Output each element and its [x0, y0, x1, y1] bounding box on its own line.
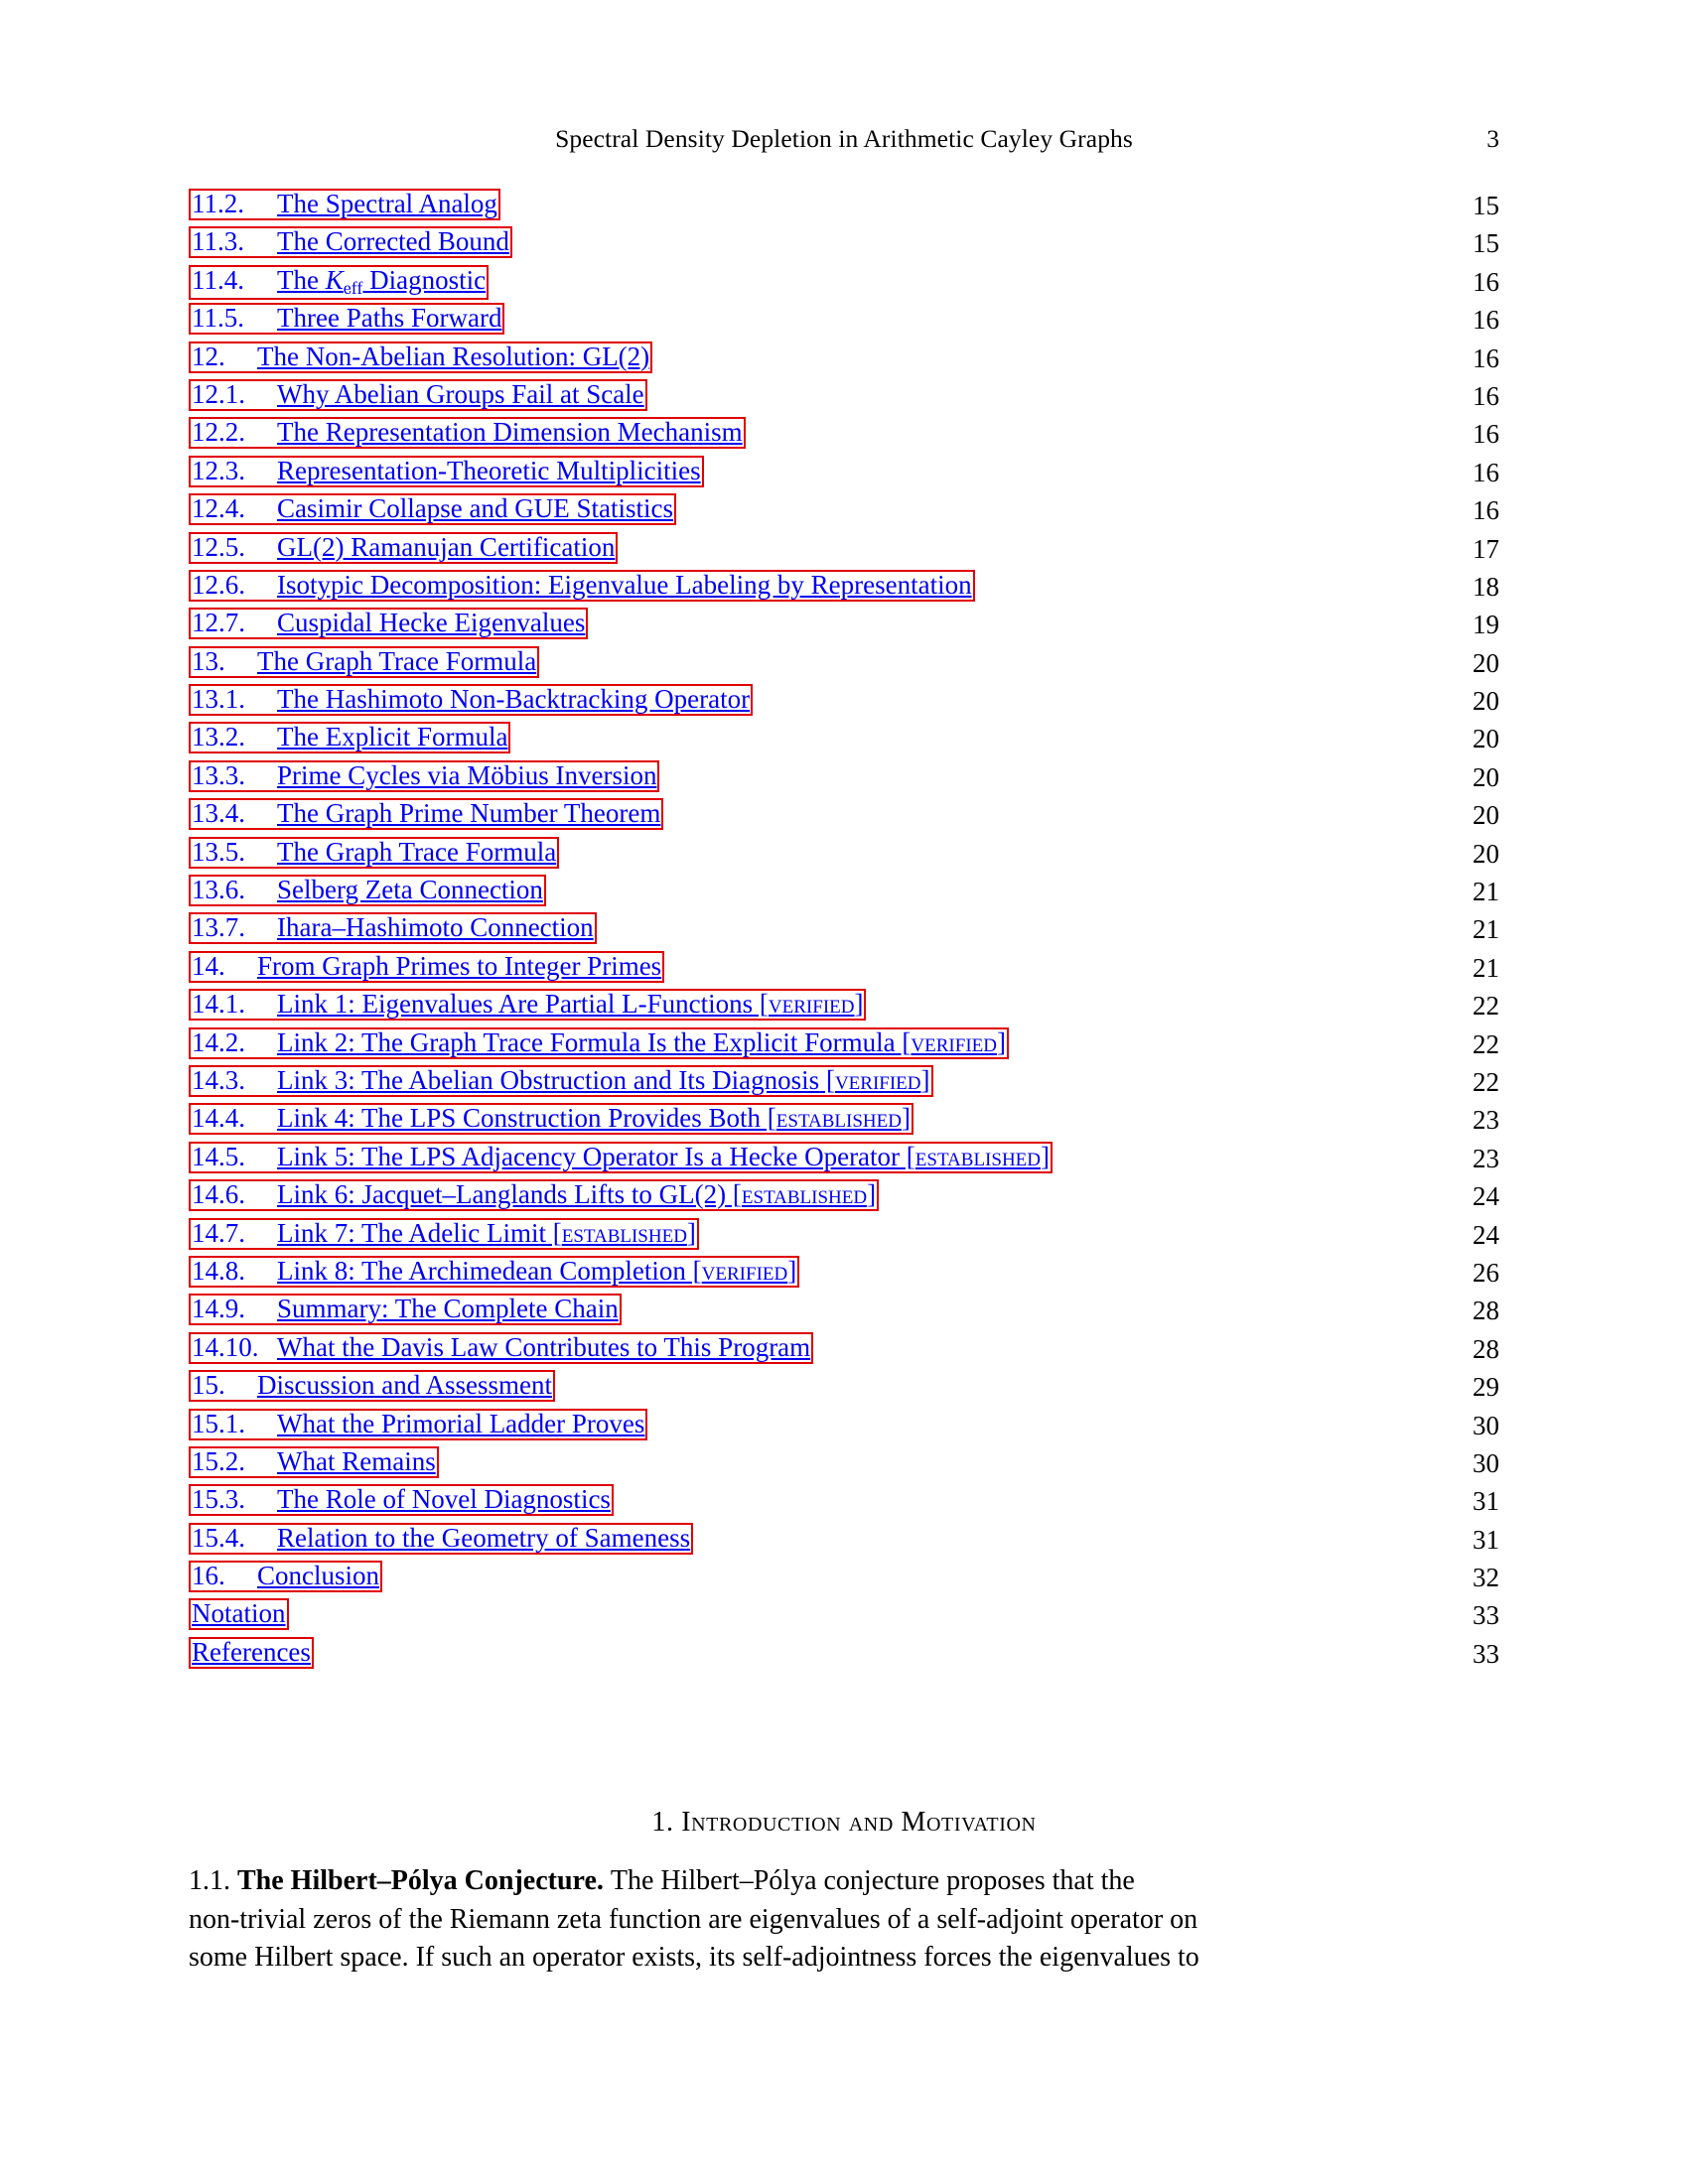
toc-entry-title: Casimir Collapse and GUE Statistics [277, 493, 673, 524]
toc-entry-title: What the Davis Law Contributes to This Program [277, 1331, 811, 1362]
toc-row [189, 1370, 1499, 1408]
toc-row [189, 1409, 1499, 1446]
toc-entry-page-number: 28 [1473, 1296, 1499, 1326]
toc-row [189, 798, 1499, 836]
toc-entry-title: The Graph Trace Formula [257, 645, 537, 676]
toc-row [189, 1332, 1499, 1370]
toc-entry-title: Link 1: Eigenvalues Are Partial L-Functions [277, 989, 754, 1020]
toc-entry-title: Cuspidal Hecke Eigenvalues [277, 608, 586, 638]
toc-entry-link[interactable] [189, 989, 866, 1021]
toc-entry-number: 12.3. [192, 455, 245, 485]
toc-entry-link[interactable] [189, 1332, 813, 1364]
toc-entry-number: 14.9. [192, 1294, 245, 1324]
toc-entry-number: 11.5. [192, 303, 244, 334]
toc-entry-number: 12. [192, 341, 225, 371]
toc-entry-title: Link 5: The LPS Adjacency Operator Is a Hecke Operator [277, 1141, 901, 1171]
toc-entry-link[interactable] [189, 570, 975, 602]
paragraph-line-1 [189, 1862, 1501, 1901]
toc-entry-title: Conclusion [257, 1561, 380, 1591]
toc-entry-number: 13.7. [192, 912, 245, 943]
body-paragraph [189, 1862, 1501, 1978]
toc-entry-page-number: 15 [1473, 228, 1499, 259]
toc-entry-link[interactable] [189, 1103, 914, 1135]
running-header [189, 124, 1499, 164]
toc-entry-number: 14.8. [192, 1255, 245, 1286]
toc-entry-title: Link 3: The Abelian Obstruction and Its Diagnosis [277, 1064, 820, 1095]
toc-entry-link[interactable] [189, 1598, 289, 1630]
toc-entry-link[interactable] [189, 493, 676, 525]
toc-row [189, 189, 1499, 226]
toc-entry-number: 14.5. [192, 1141, 245, 1171]
toc-row [189, 1256, 1499, 1294]
toc-entry-number: 13.4. [192, 798, 245, 829]
toc-entry-link[interactable] [189, 646, 539, 678]
toc-entry-title: Link 6: Jacquet–Langlands Lifts to GL(2) [277, 1179, 727, 1210]
toc-row [189, 379, 1499, 417]
toc-entry-page-number: 31 [1473, 1524, 1499, 1555]
toc-entry-page-number: 16 [1473, 457, 1499, 487]
toc-entry-page-number: 24 [1473, 1219, 1499, 1250]
toc-entry-page-number: 23 [1473, 1105, 1499, 1136]
toc-entry-number: 12.4. [192, 493, 245, 524]
toc-entry-page-number: 16 [1473, 419, 1499, 450]
toc-entry-page-number: 21 [1473, 914, 1499, 945]
toc-row [189, 722, 1499, 759]
toc-row [189, 646, 1499, 684]
toc-row [189, 837, 1499, 875]
toc-entry-page-number: 21 [1473, 877, 1499, 907]
toc-entry-link[interactable] [189, 1409, 647, 1440]
toc-entry-title: The Explicit Formula [277, 722, 508, 752]
toc-row [189, 226, 1499, 264]
toc-entry-number: 12.5. [192, 531, 245, 562]
paragraph-line-1-content [189, 1862, 1135, 1901]
toc-entry-link[interactable] [189, 189, 500, 220]
toc-entry-link[interactable] [189, 760, 659, 792]
toc-entry-title: Selberg Zeta Connection [277, 875, 543, 905]
toc-entry-link[interactable] [189, 379, 647, 411]
toc-entry-title: The Graph Prime Number Theorem [277, 798, 661, 829]
toc-entry-link[interactable] [189, 1294, 622, 1325]
toc-entry-link[interactable] [189, 1370, 555, 1402]
page-number: 3 [1486, 124, 1499, 153]
toc-row [189, 1103, 1499, 1141]
toc-entry-page-number: 17 [1473, 533, 1499, 564]
toc-row [189, 1446, 1499, 1484]
toc-entry-title: References [192, 1636, 311, 1667]
toc-entry-page-number: 33 [1473, 1600, 1499, 1631]
toc-row [189, 265, 1499, 303]
toc-row [189, 341, 1499, 379]
toc-entry-title: Prime Cycles via Möbius Inversion [277, 759, 657, 790]
toc-row [189, 456, 1499, 493]
toc-entry-number: 12.6. [192, 569, 245, 600]
toc-entry-link[interactable] [189, 265, 489, 300]
toc-row [189, 1294, 1499, 1331]
toc-entry-title: Representation-Theoretic Multiplicities [277, 455, 701, 485]
toc-row [189, 1523, 1499, 1561]
toc-entry-page-number: 29 [1473, 1372, 1499, 1403]
toc-entry-page-number: 20 [1473, 686, 1499, 717]
status-badge-label: verified [834, 1064, 921, 1095]
toc-entry-number: 13.3. [192, 759, 245, 790]
toc-entry-number: 14.6. [192, 1179, 245, 1210]
toc-entry-number: 14.4. [192, 1103, 245, 1134]
toc-row [189, 417, 1499, 455]
status-badge: [verified] [753, 989, 864, 1020]
toc-entry-number: 15.2. [192, 1445, 245, 1476]
status-badge: [established] [900, 1141, 1050, 1171]
toc-entry-page-number: 33 [1473, 1638, 1499, 1669]
toc-entry-link[interactable] [189, 1218, 699, 1250]
toc-entry-link[interactable] [189, 1256, 799, 1288]
toc-entry-title: The Corrected Bound [277, 226, 509, 257]
toc-row [189, 1637, 1499, 1675]
toc-entry-number: 12.7. [192, 608, 245, 638]
toc-entry-title: Isotypic Decomposition: Eigenvalue Labeling by Representation [277, 569, 972, 600]
toc-entry-number: 15. [192, 1370, 225, 1401]
paragraph-line-2 [189, 1901, 1501, 1940]
toc-entry-page-number: 32 [1473, 1563, 1499, 1593]
toc-entry-title: The Keff Diagnostic [277, 264, 487, 298]
toc-entry-title: The Role of Novel Diagnostics [277, 1484, 611, 1515]
toc-entry-number: 13.1. [192, 684, 245, 715]
toc-entry-title: The Representation Dimension Mechanism [277, 417, 743, 448]
toc-entry-number: 14.10. [192, 1331, 259, 1362]
toc-entry-page-number: 16 [1473, 305, 1499, 336]
paragraph-text-3: some Hilbert space. If such an operator exists, its self-adjointness forces the eigenvalues to [189, 1942, 1199, 1973]
toc-row [189, 951, 1499, 989]
status-badge-label: established [561, 1217, 687, 1248]
toc-entry-title: Why Abelian Groups Fail at Scale [277, 378, 644, 409]
toc-row [189, 493, 1499, 531]
toc-row [189, 1561, 1499, 1598]
toc-entry-link[interactable] [189, 875, 546, 906]
toc-row [189, 875, 1499, 912]
toc-entry-title: Summary: The Complete Chain [277, 1294, 619, 1324]
toc-row [189, 912, 1499, 950]
toc-entry-number: 14.7. [192, 1217, 245, 1248]
toc-entry-title: What Remains [277, 1445, 436, 1476]
running-header-title: Spectral Density Depletion in Arithmetic Cayley Graphs [555, 124, 1133, 153]
toc-entry-number: 13.2. [192, 722, 245, 752]
status-badge-label: verified [768, 989, 855, 1020]
toc-entry-page-number: 16 [1473, 266, 1499, 297]
paragraph-text-2: non-trivial zeros of the Riemann zeta function are eigenvalues of a self-adjoint operator on [189, 1903, 1198, 1935]
toc-entry-page-number: 16 [1473, 380, 1499, 411]
toc-entry-page-number: 20 [1473, 761, 1499, 792]
toc-entry-title: The Graph Trace Formula [277, 836, 557, 867]
toc-entry-page-number: 18 [1473, 571, 1499, 602]
toc-entry-page-number: 20 [1473, 800, 1499, 831]
status-badge: [verified] [819, 1064, 930, 1095]
k-symbol: Keff [325, 264, 363, 298]
toc-entry-number: 11.2. [192, 189, 244, 218]
toc-entry-title: Discussion and Assessment [257, 1370, 552, 1401]
toc-entry-link[interactable] [189, 1142, 1053, 1173]
toc-entry-link[interactable] [189, 722, 510, 753]
toc-entry-link[interactable] [189, 798, 663, 830]
toc-entry-title: Notation [192, 1598, 286, 1629]
toc-entry-page-number: 23 [1473, 1143, 1499, 1173]
toc-entry-number: 11.3. [192, 226, 244, 257]
toc-entry-page-number: 20 [1473, 838, 1499, 869]
table-of-contents [189, 189, 1499, 1675]
toc-entry-number: 13. [192, 645, 225, 676]
toc-entry-page-number: 15 [1473, 191, 1499, 220]
status-badge: [verified] [685, 1255, 797, 1286]
toc-row [189, 608, 1499, 645]
toc-row [189, 1598, 1499, 1636]
toc-entry-page-number: 20 [1473, 647, 1499, 678]
status-badge: [established] [545, 1217, 696, 1248]
toc-row [189, 532, 1499, 570]
toc-entry-link[interactable] [189, 341, 652, 373]
toc-entry-link[interactable] [189, 912, 597, 944]
toc-entry-number: 14. [192, 950, 225, 981]
toc-entry-title: The Spectral Analog [277, 189, 497, 218]
toc-entry-title: Link 7: The Adelic Limit [277, 1217, 546, 1248]
toc-entry-page-number: 22 [1473, 991, 1499, 1022]
toc-entry-number: 13.6. [192, 875, 245, 905]
toc-row [189, 684, 1499, 722]
toc-entry-title: Ihara–Hashimoto Connection [277, 912, 594, 943]
toc-row [189, 1065, 1499, 1103]
toc-entry-link[interactable] [189, 1637, 314, 1669]
toc-entry-title: Three Paths Forward [277, 303, 502, 334]
toc-entry-number: 16. [192, 1561, 225, 1591]
toc-row [189, 989, 1499, 1026]
status-badge-label: verified [911, 1026, 997, 1057]
toc-entry-link[interactable] [189, 1561, 382, 1592]
toc-entry-link[interactable] [189, 1446, 439, 1478]
toc-row [189, 570, 1499, 608]
paragraph-line-3 [189, 1939, 1501, 1978]
subsection-title: The Hilbert–Pólya Conjecture. [237, 1865, 604, 1896]
section-heading: 1. Introduction and Motivation [651, 1807, 1037, 1838]
toc-row [189, 1484, 1499, 1522]
status-badge: [established] [761, 1103, 911, 1134]
toc-entry-number: 12.1. [192, 378, 245, 409]
toc-entry-page-number: 31 [1473, 1486, 1499, 1517]
toc-entry-number: 12.2. [192, 417, 245, 448]
toc-entry-page-number: 22 [1473, 1066, 1499, 1097]
toc-entry-number: 14.1. [192, 989, 245, 1020]
toc-entry-link[interactable] [189, 608, 588, 639]
toc-entry-title: GL(2) Ramanujan Certification [277, 531, 616, 562]
toc-row [189, 303, 1499, 341]
toc-entry-number: 13.5. [192, 836, 245, 867]
toc-entry-page-number: 30 [1473, 1410, 1499, 1440]
toc-entry-number: 15.3. [192, 1484, 245, 1515]
toc-entry-page-number: 19 [1473, 610, 1499, 640]
status-badge-label: established [741, 1179, 868, 1210]
toc-entry-link[interactable] [189, 226, 512, 258]
toc-entry-link[interactable] [189, 417, 746, 449]
status-badge-label: verified [701, 1255, 788, 1286]
toc-entry-number: 15.1. [192, 1408, 245, 1438]
toc-entry-title: What the Primorial Ladder Proves [277, 1408, 645, 1438]
toc-row [189, 1027, 1499, 1065]
toc-entry-page-number: 16 [1473, 495, 1499, 526]
toc-entry-link[interactable] [189, 837, 559, 869]
toc-entry-page-number: 30 [1473, 1447, 1499, 1478]
toc-entry-number: 11.4. [192, 264, 244, 295]
toc-entry-title: From Graph Primes to Integer Primes [257, 950, 662, 981]
toc-row [189, 1218, 1499, 1256]
toc-entry-number: 15.4. [192, 1522, 245, 1553]
toc-entry-link[interactable] [189, 532, 618, 564]
status-badge-label: established [775, 1103, 902, 1134]
toc-entry-page-number: 16 [1473, 342, 1499, 373]
toc-entry-title: The Non-Abelian Resolution: GL(2) [257, 341, 650, 371]
status-badge: [verified] [895, 1026, 1006, 1057]
toc-entry-link[interactable] [189, 1179, 879, 1211]
toc-entry-page-number: 22 [1473, 1028, 1499, 1059]
toc-row [189, 1142, 1499, 1179]
k-subscript: eff [343, 277, 363, 298]
subsection-number: 1.1. [189, 1865, 230, 1896]
toc-entry-link[interactable] [189, 303, 504, 335]
toc-entry-title: Link 2: The Graph Trace Formula Is the Explicit Formula [277, 1026, 896, 1057]
toc-entry-link[interactable] [189, 1065, 933, 1097]
toc-entry-title: Relation to the Geometry of Sameness [277, 1522, 691, 1553]
status-badge: [established] [726, 1179, 877, 1210]
toc-entry-link[interactable] [189, 1484, 614, 1516]
toc-entry-title: Link 4: The LPS Construction Provides Both [277, 1103, 762, 1134]
toc-entry-link[interactable] [189, 1523, 693, 1555]
toc-row [189, 1179, 1499, 1217]
toc-entry-link[interactable] [189, 456, 704, 487]
status-badge-label: established [914, 1141, 1041, 1171]
toc-entry-page-number: 28 [1473, 1333, 1499, 1364]
toc-entry-title: The Hashimoto Non-Backtracking Operator [277, 684, 751, 715]
paragraph-text-1: The Hilbert–Pólya conjecture proposes that the [610, 1865, 1135, 1896]
toc-entry-number: 14.2. [192, 1026, 245, 1057]
toc-entry-link[interactable] [189, 684, 753, 716]
toc-entry-link[interactable] [189, 951, 664, 983]
toc-entry-page-number: 26 [1473, 1257, 1499, 1288]
toc-entry-number: 14.3. [192, 1064, 245, 1095]
toc-entry-link[interactable] [189, 1027, 1009, 1059]
toc-entry-page-number: 21 [1473, 952, 1499, 983]
toc-entry-page-number: 24 [1473, 1181, 1499, 1212]
toc-row [189, 760, 1499, 798]
toc-entry-title: Link 8: The Archimedean Completion [277, 1255, 686, 1286]
toc-entry-page-number: 20 [1473, 724, 1499, 754]
